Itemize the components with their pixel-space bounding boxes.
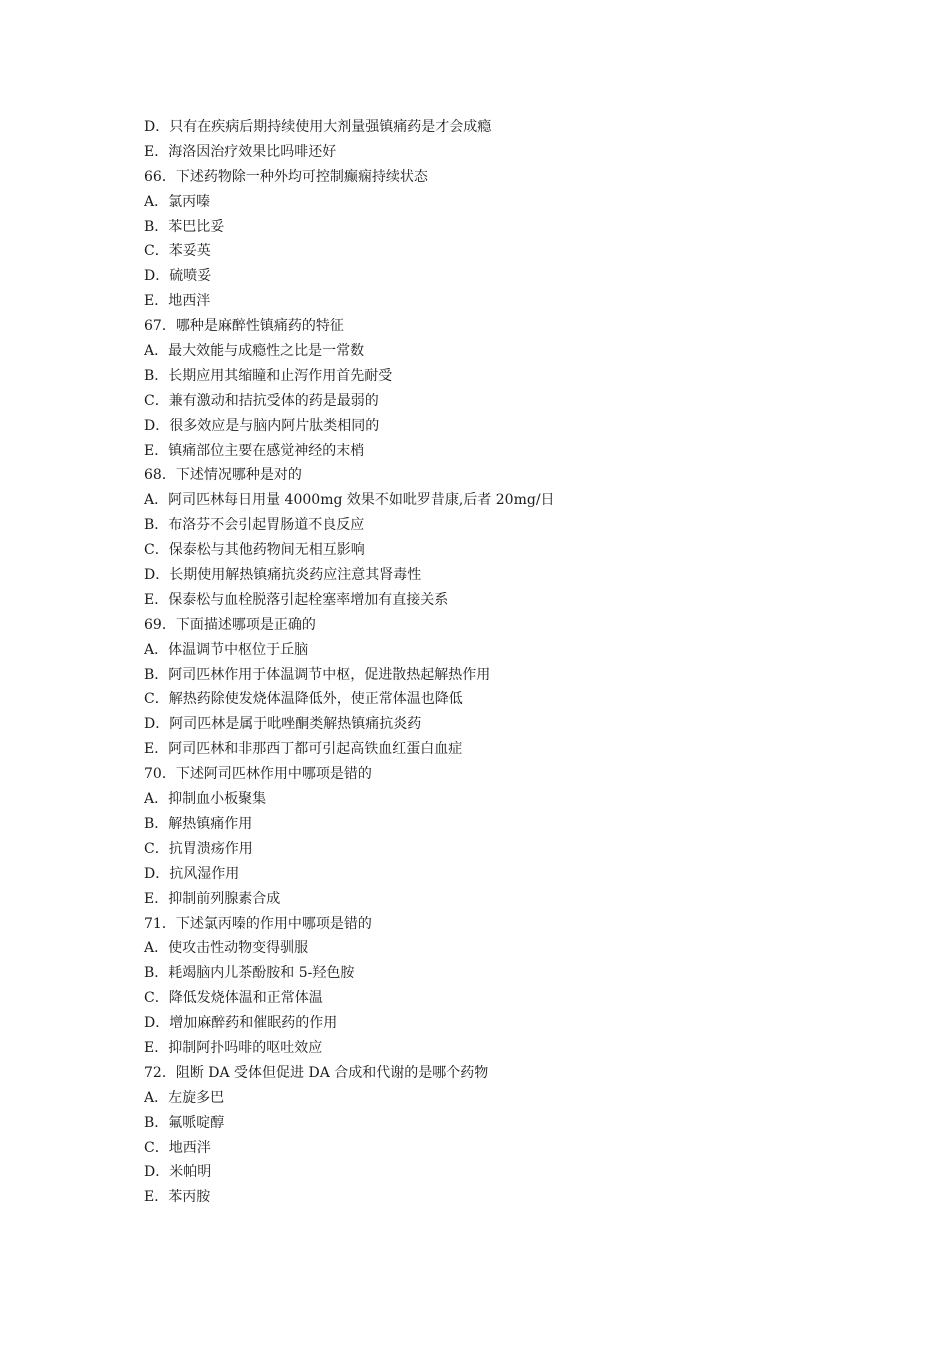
option-line: C．解热药除使发烧体温降低外，使正常体温也降低: [144, 691, 463, 708]
option-line: D．抗风湿作用: [144, 865, 240, 882]
option-line: B．布洛芬不会引起胃肠道不良反应: [144, 517, 365, 534]
option-line: E．苯丙胺: [144, 1189, 211, 1206]
option-line: E．地西泮: [144, 293, 211, 310]
option-line: B．解热镇痛作用: [144, 815, 253, 832]
question-stem: 71．下述氯丙嗪的作用中哪项是错的: [144, 915, 372, 932]
option-line: D．硫喷妥: [144, 268, 212, 285]
option-line: C．抗胃溃疡作用: [144, 840, 253, 857]
option-line: B．阿司匹林作用于体温调节中枢，促进散热起解热作用: [144, 666, 491, 683]
option-line: A．氯丙嗪: [144, 193, 211, 210]
option-line: C．降低发烧体温和正常体温: [144, 990, 323, 1007]
option-line: D．很多效应是与脑内阿片肽类相同的: [144, 417, 380, 434]
option-line: B．耗竭脑内儿茶酚胺和 5-羟色胺: [144, 965, 355, 982]
question-stem: 68．下述情况哪种是对的: [144, 467, 302, 484]
option-line: E．抑制阿扑吗啡的呕吐效应: [144, 1039, 323, 1056]
option-line: A．最大效能与成瘾性之比是一常数: [144, 343, 365, 360]
option-line: D．只有在疾病后期持续使用大剂量强镇痛药是才会成瘾: [144, 119, 492, 135]
option-line: E．镇痛部位主要在感觉神经的末梢: [144, 442, 365, 459]
question-stem: 67．哪种是麻醉性镇痛药的特征: [144, 318, 344, 335]
question-stem: 72．阻断 DA 受体但促进 DA 合成和代谢的是哪个药物: [144, 1064, 489, 1081]
question-stem: 70．下述阿司匹林作用中哪项是错的: [144, 766, 372, 783]
option-line: D．阿司匹林是属于吡唑酮类解热镇痛抗炎药: [144, 716, 422, 733]
option-line: A．体温调节中枢位于丘脑: [144, 641, 309, 658]
option-line: C．地西泮: [144, 1139, 211, 1156]
option-line: B．苯巴比妥: [144, 218, 225, 235]
option-line: D．长期使用解热镇痛抗炎药应注意其肾毒性: [144, 567, 422, 584]
option-line: C．苯妥英: [144, 243, 211, 260]
option-line: E．抑制前列腺素合成: [144, 890, 281, 907]
option-line: C．保泰松与其他药物间无相互影响: [144, 542, 365, 559]
option-line: E．海洛因治疗效果比吗啡还好: [144, 143, 337, 160]
option-line: A．阿司匹林每日用量 4000mg 效果不如吡罗昔康,后者 20mg/日: [144, 492, 555, 509]
option-line: E．阿司匹林和非那西丁都可引起高铁血红蛋白血症: [144, 741, 463, 758]
option-line: A．抑制血小板聚集: [144, 791, 267, 808]
question-stem: 69．下面描述哪项是正确的: [144, 616, 316, 633]
option-line: B．氟哌啶醇: [144, 1114, 225, 1131]
option-line: A．使攻击性动物变得驯服: [144, 940, 309, 957]
option-line: C．兼有激动和拮抗受体的药是最弱的: [144, 392, 379, 409]
option-line: B．长期应用其缩瞳和止泻作用首先耐受: [144, 367, 393, 384]
option-line: D．米帕明: [144, 1164, 212, 1181]
option-line: E．保泰松与血栓脱落引起栓塞率增加有直接关系: [144, 591, 449, 608]
question-stem: 66．下述药物除一种外均可控制癫痫持续状态: [144, 168, 428, 185]
option-line: A．左旋多巴: [144, 1089, 225, 1106]
question-list: [144, 115, 844, 1210]
option-line: D．增加麻醉药和催眠药的作用: [144, 1015, 338, 1032]
